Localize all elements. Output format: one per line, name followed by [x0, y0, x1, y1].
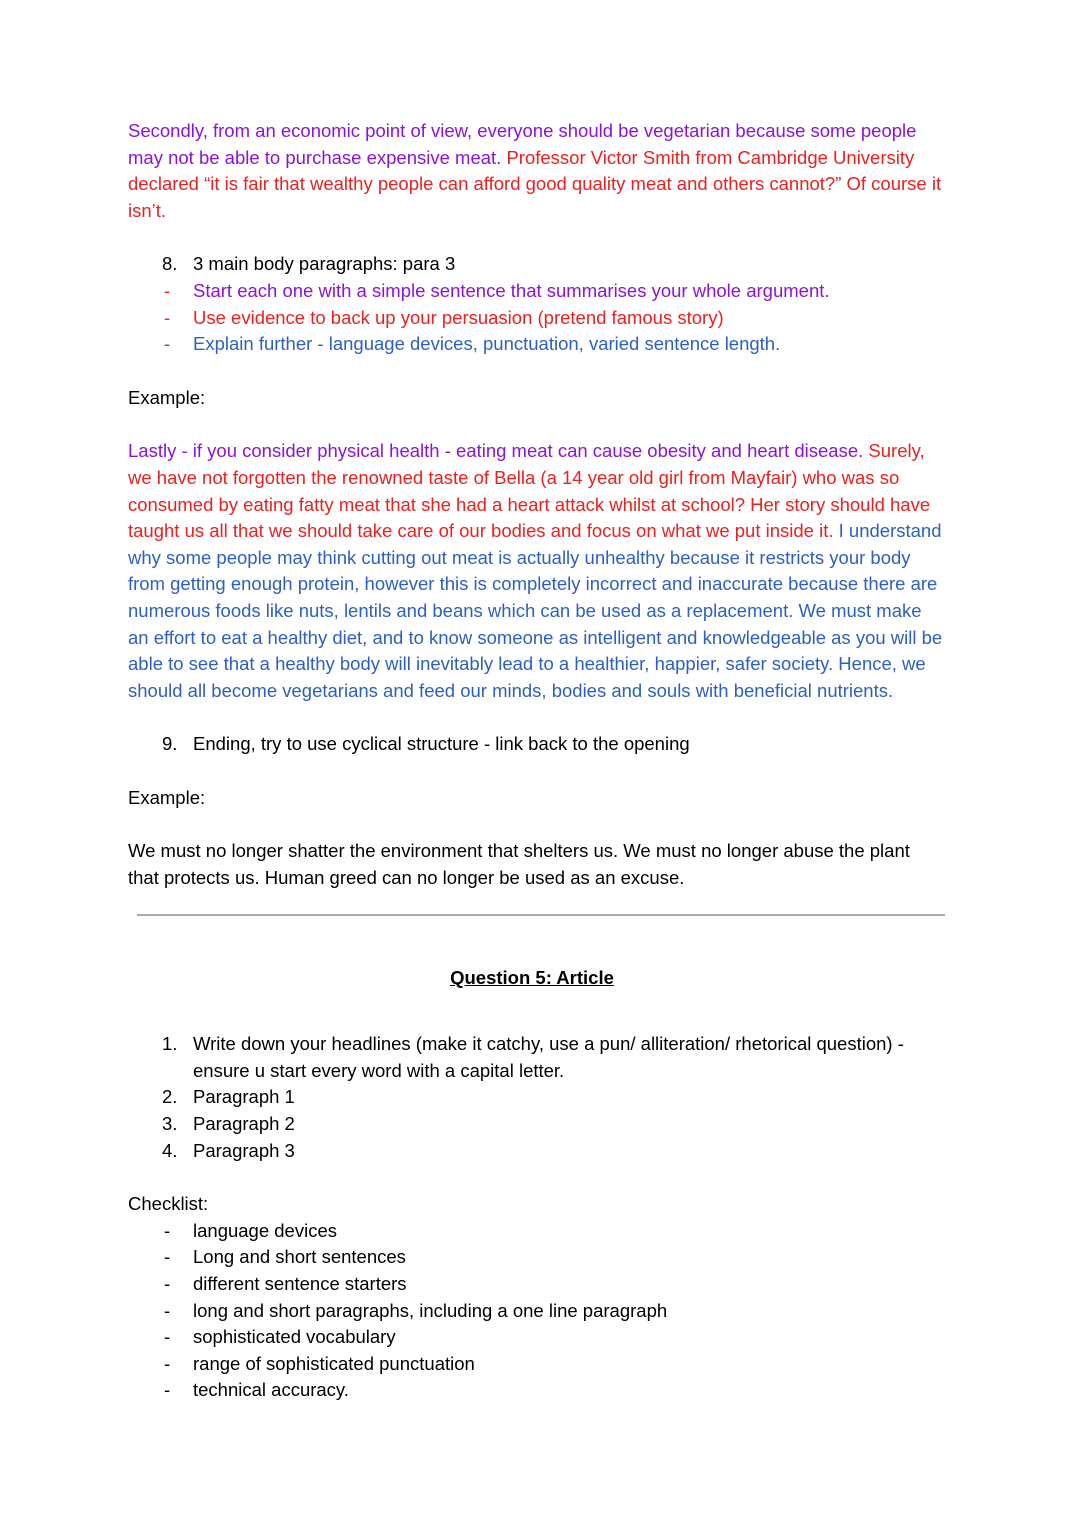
list-item: [128, 1324, 945, 1351]
list-marker: 4.: [162, 1139, 178, 1161]
list-step-9: [128, 731, 945, 758]
list-item: [128, 1298, 945, 1325]
list-step-8: [128, 251, 945, 278]
list-item-label: Explain further - language devices, punctuation, varied sentence length.: [193, 333, 781, 355]
spacer: [128, 704, 945, 731]
list-marker: 2.: [162, 1086, 178, 1108]
paragraph-economic-purple-run: Secondly, from an economic point of view, everyone should be vegetarian because some people may not be able to purchase expensive meat.: [128, 120, 917, 168]
paragraph-ending: We must no longer shatter the environment that shelters us. We must no longer abuse the plant that protects us. Human greed can no longer be used as an excuse.: [128, 840, 910, 889]
spacer: [128, 411, 945, 438]
spacer: [128, 358, 945, 385]
list-item: [128, 331, 945, 358]
dash-marker: -: [164, 1379, 171, 1401]
list-marker: 9.: [162, 733, 178, 755]
list-item-label: Start each one with a simple sentence that summarises your whole argument.: [193, 279, 830, 301]
list-marker: 1.: [162, 1033, 178, 1055]
list-item: [128, 1031, 945, 1084]
paragraph-health-purple-run: Lastly - if you consider physical health - eating meat can cause obesity and heart disease.: [128, 440, 869, 462]
list-item: [128, 1271, 945, 1298]
document-body: [128, 118, 945, 1404]
list-item: [128, 1084, 945, 1111]
list-item: [128, 278, 945, 305]
list-item-label: Paragraph 2: [193, 1113, 295, 1135]
dash-marker: -: [164, 1246, 171, 1268]
checklist-label: Checklist:: [128, 1193, 209, 1215]
dash-marker: -: [164, 1352, 171, 1374]
spacer: [128, 758, 945, 785]
list-item: [128, 1111, 945, 1138]
spacer: [128, 943, 945, 965]
list-item-label: sophisticated vocabulary: [193, 1326, 396, 1348]
list-item: [128, 1138, 945, 1165]
list-step-8-sub-items: [128, 278, 945, 358]
checklist-items: [128, 1218, 945, 1404]
paragraph-health: [128, 438, 945, 704]
list-item-label: Paragraph 3: [193, 1139, 295, 1161]
list-marker: 3.: [162, 1113, 178, 1135]
dash-marker: -: [164, 1273, 171, 1294]
spacer: [128, 1018, 945, 1031]
page-title-text: Question 5: Article: [450, 966, 614, 988]
list-item: [128, 1377, 945, 1404]
example-label-1: Example:: [128, 386, 206, 408]
spacer: [128, 892, 945, 914]
list-item: [128, 731, 945, 758]
list-item: [128, 251, 945, 278]
dash-marker: -: [164, 306, 171, 328]
dash-marker: -: [164, 1219, 171, 1241]
list-item-label: Ending, try to use cyclical structure - link back to the opening: [193, 733, 690, 755]
list-item-label: Paragraph 1: [193, 1086, 295, 1108]
list-item-label: long and short paragraphs, including a one line paragraph: [193, 1299, 668, 1321]
dash-marker: -: [164, 1299, 171, 1321]
list-item: [128, 1351, 945, 1378]
list-marker: 8.: [162, 253, 178, 275]
dash-marker: -: [164, 279, 171, 301]
spacer: [128, 811, 945, 838]
list-item-label: language devices: [193, 1219, 337, 1241]
list-item-label: Long and short sentences: [193, 1246, 406, 1268]
paragraph-health-red-run: Surely, we have not forgotten the renowned taste of Bella (a 14 year old girl from Mayfair) who was so consumed by eating fatty meat that she had a heart attack whilst at school? Her story should have taught us all that we should take care of our bodies and focus on what we put inside it.: [128, 440, 931, 542]
spacer: [128, 916, 945, 943]
list-item-label: different sentence starters: [193, 1273, 407, 1294]
list-item-label: Write down your headlines (make it catchy, use a pun/ alliteration/ rhetorical question) - ensure u start every word with a capital letter.: [193, 1033, 904, 1081]
list-item-label: range of sophisticated punctuation: [193, 1352, 475, 1374]
page-title: [128, 965, 936, 992]
list-item-label: 3 main body paragraphs: para 3: [193, 253, 456, 275]
spacer: [128, 224, 945, 251]
paragraph-economic-red-run: Professor Victor Smith from Cambridge University declared “it is fair that wealthy people can afford good quality meat and others cannot?” Of course it isn’t.: [128, 146, 942, 221]
list-article-steps: [128, 1031, 945, 1164]
dash-marker: -: [164, 1326, 171, 1348]
list-item: [128, 305, 945, 332]
paragraph-economic: [128, 118, 945, 224]
list-item: [128, 1218, 945, 1245]
list-item: [128, 1244, 945, 1271]
paragraph-health-blue-run: I understand why some people may think cutting out meat is actually unhealthy because it restricts your body from getting enough protein, however this is completely incorrect and inaccurate because there are numerous foods like nuts, lentils and beans which can be used as a replacement. We must make an effort to eat a healthy diet, and to know someone as intelligent and knowledgeable as you will be able to see that a healthy body will inevitably lead to a healthier, happier, safer society. Hence, we should all become vegetarians and feed our minds, bodies and souls with beneficial nutrients.: [128, 520, 943, 701]
example-label-2: Example:: [128, 786, 206, 808]
list-item-label: Use evidence to back up your persuasion (pretend famous story): [193, 306, 724, 328]
spacer: [128, 991, 945, 1018]
spacer: [128, 1164, 945, 1191]
list-item-label: technical accuracy.: [193, 1379, 349, 1401]
dash-marker: -: [164, 333, 171, 355]
